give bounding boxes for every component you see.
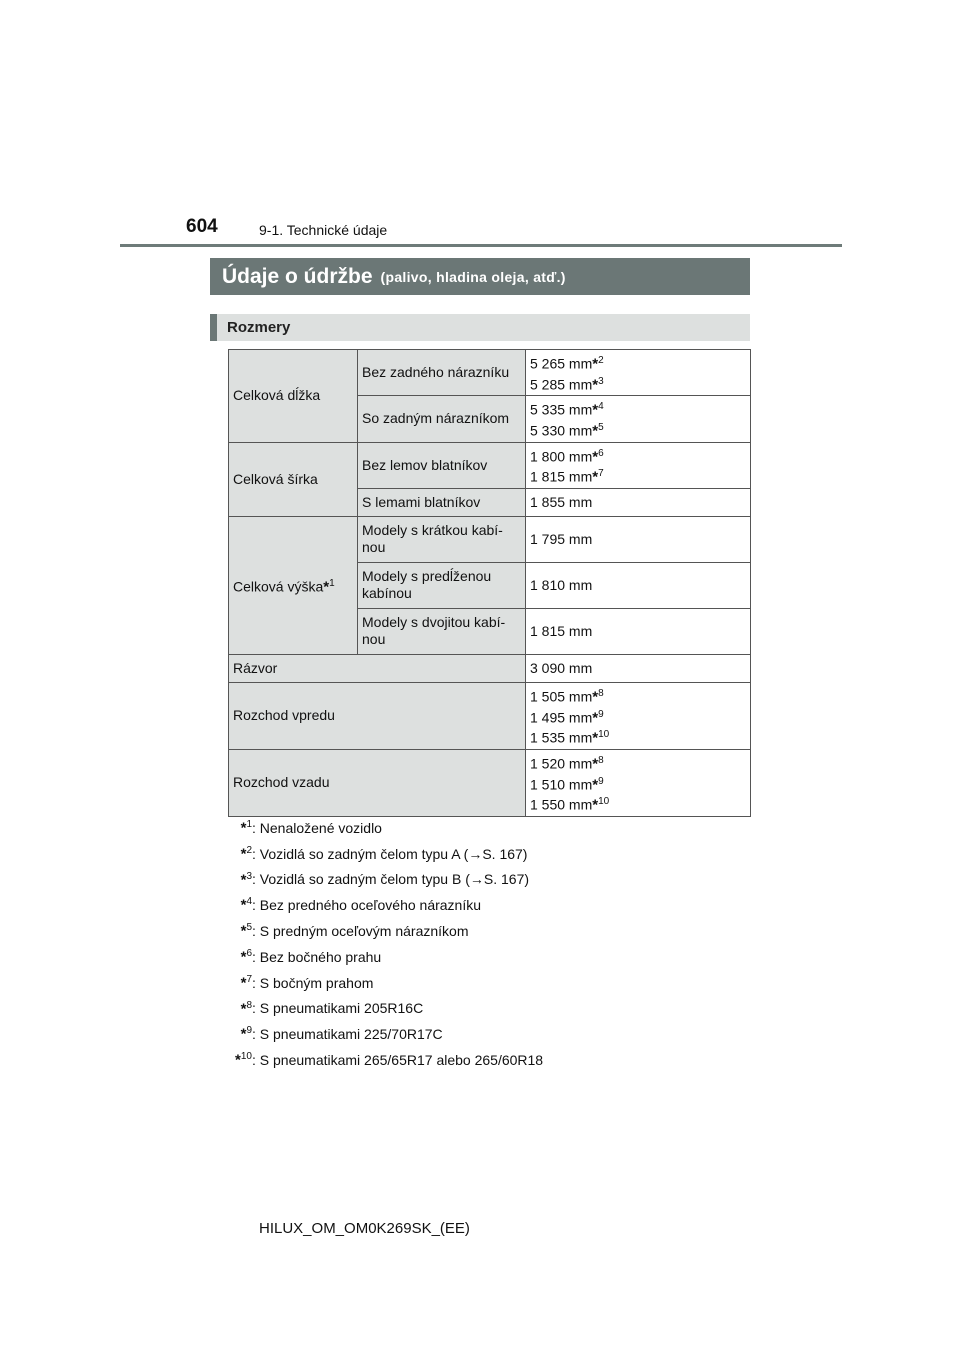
footnote: *$^1$ : Nenaložené vozidlo (240, 819, 382, 837)
condition-cell: Bez lemov blatníkov (358, 442, 526, 488)
row-label: Rozchod vpredu (229, 682, 526, 749)
row-label: Rozchod vzadu (229, 749, 526, 816)
footnote: *$^{10}$ : S pneumatikami 265/65R17 alebo 265/60R18 (235, 1051, 544, 1069)
subsection-bar (210, 314, 750, 341)
value-cell: 1 520 mm*$^8$ 1 510 mm*$^9$ 1 550 mm*$^{10}$ (526, 749, 751, 816)
footnote: *$^3$ : Vozidlá so zadným čelom typu B (→S. 167) (240, 870, 530, 889)
document-code: HILUX_OM_OM0K269SK_(EE) (259, 1220, 470, 1237)
row-label: Celková dĺžka (229, 350, 358, 443)
dimensions-table (228, 349, 751, 817)
footnote: *$^4$ : Bez predného oceľového nárazníku (240, 896, 482, 915)
table-row (229, 442, 751, 488)
value-cell: 1 800 mm*$^6$ 1 815 mm*$^7$ (526, 442, 751, 488)
value-cell: 1 795 mm (526, 516, 751, 562)
header-divider (120, 244, 842, 247)
chapter-title: Údaje o údržbe (222, 264, 373, 288)
subsection-title: Rozmery (227, 319, 291, 336)
footnote: *$^8$ : S pneumatikami 205R16C (240, 999, 424, 1018)
condition-cell: S lemami blatníkov (358, 488, 526, 516)
condition-cell: Modely s dvojitou kabí- nou (358, 608, 526, 654)
value-cell: 3 090 mm (526, 654, 751, 682)
footnote: *$^5$ : S predným oceľovým nárazníkom (240, 922, 469, 940)
row-label: Rázvor (229, 654, 526, 682)
footnote: *$^2$ : Vozidlá so zadným čelom typu A (→S. 167) (240, 844, 528, 863)
page-number: 604 (186, 216, 218, 237)
row-label: Celková výška*$^1$ (229, 516, 358, 654)
chapter-subtitle: (palivo, hladina oleja, atď.) (380, 268, 566, 285)
table-row (229, 654, 751, 682)
section-title: 9-1. Technické údaje (259, 222, 388, 238)
table-row (229, 682, 751, 749)
chapter-title-bar (210, 258, 750, 295)
table-row (229, 749, 751, 816)
condition-cell: Bez zadného nárazníku (358, 350, 526, 396)
value-cell: 1 810 mm (526, 562, 751, 608)
footnote: *$^7$ : S bočným prahom (240, 973, 374, 992)
value-cell: 5 265 mm*$^2$ 5 285 mm*$^3$ (526, 350, 751, 396)
table-row (229, 350, 751, 396)
value-cell: 1 505 mm*$^8$ 1 495 mm*$^9$ 1 535 mm*$^{10}$ (526, 682, 751, 749)
footnote: *$^6$ : Bez bočného prahu (240, 948, 382, 966)
value-cell: 5 335 mm*$^4$ 5 330 mm*$^5$ (526, 396, 751, 442)
value-cell: 1 815 mm (526, 608, 751, 654)
row-label: Celková šírka (229, 442, 358, 516)
condition-cell: Modely s predĺženou kabínou (358, 562, 526, 608)
footnote: *$^9$ : S pneumatikami 225/70R17C (240, 1025, 443, 1044)
condition-cell: Modely s krátkou kabí- nou (358, 516, 526, 562)
table-row (229, 516, 751, 562)
value-cell: 1 855 mm (526, 488, 751, 516)
footnotes (216, 815, 543, 1073)
condition-cell: So zadným nárazníkom (358, 396, 526, 442)
